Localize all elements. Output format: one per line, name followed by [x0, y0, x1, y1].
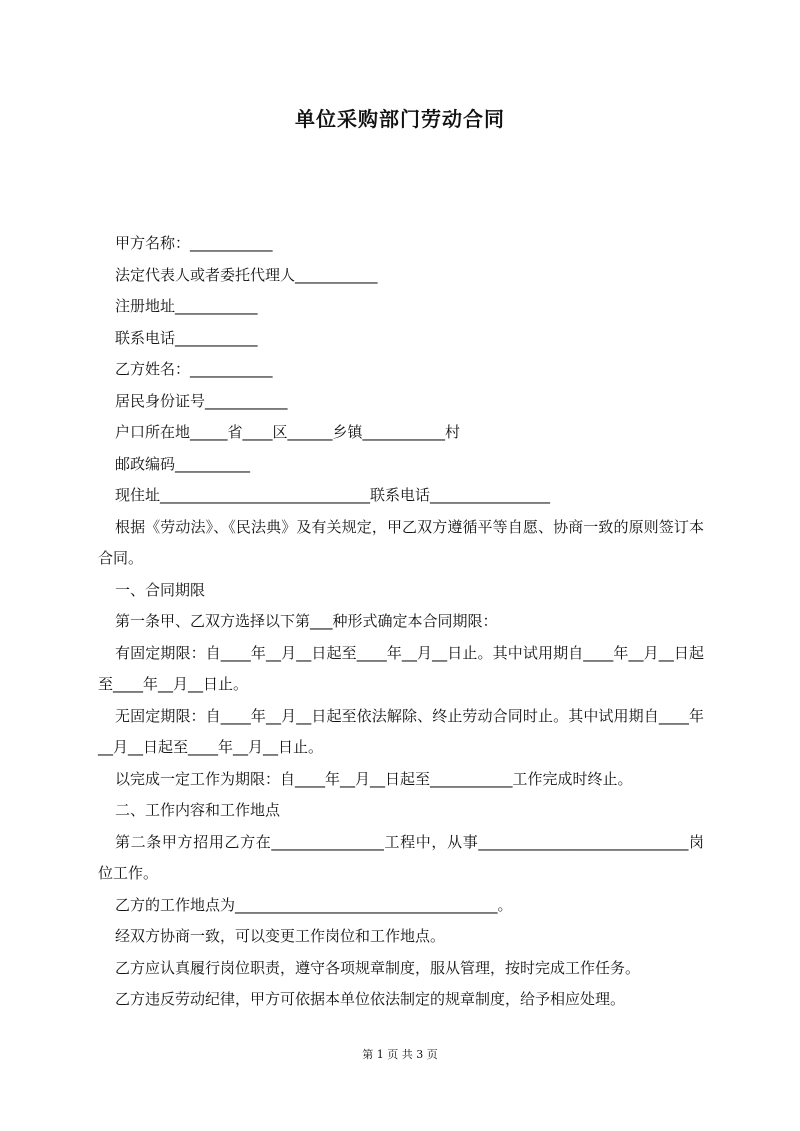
postal-code-line: 邮政编码__________	[115, 454, 251, 473]
work-location-line: 乙方的工作地点为___________________________________。	[115, 895, 513, 914]
document-title: 单位采购部门劳动合同	[295, 107, 505, 131]
document-body	[98, 228, 704, 1016]
id-number-line: 居民身份证号___________	[115, 391, 288, 410]
task-term-line: 以完成一定工作为期限：自____年__月__日起至___________工作完成时终止。	[115, 769, 633, 788]
current-address-line: 现住址____________________________联系电话________________	[115, 486, 551, 504]
page-number-footer: 第 1 页 共 3 页	[362, 1048, 438, 1061]
registered-address-line: 注册地址___________	[115, 297, 258, 315]
article-1-line: 第一条甲、乙双方选择以下第___种形式确定本合同期限：	[115, 612, 498, 630]
discipline-line: 乙方违反劳动纪律，甲方可依据本单位依法制定的规章制度，给予相应处理。	[115, 990, 626, 1008]
open-term-paragraph: 无固定期限：自____年__月__日起至依法解除、终止劳动合同时止。其中试用期自____年__月__日起至____年__月__日止。	[98, 706, 704, 756]
change-position-line: 经双方协商一致，可以变更工作岗位和工作地点。	[115, 927, 446, 945]
legal-representative-line: 法定代表人或者委托代理人___________	[115, 265, 378, 284]
household-registration-line: 户口所在地_____省____区______乡镇___________村	[115, 423, 461, 441]
preamble-paragraph: 根据《劳动法》、《民法典》及有关规定，甲乙双方遵循平等自愿、协商一致的原则签订本合同。	[98, 517, 704, 567]
section-heading-work: 二、工作内容和工作地点	[115, 801, 281, 819]
party-a-name-line: 甲方名称：___________	[115, 234, 273, 252]
section-heading-term: 一、合同期限	[115, 580, 206, 599]
article-2-paragraph: 第二条甲方招用乙方在_______________工程中，从事____________________________岗位工作。	[98, 832, 704, 882]
party-a-phone-line: 联系电话___________	[115, 328, 258, 347]
party-b-name-line: 乙方姓名：___________	[115, 360, 273, 378]
duties-line: 乙方应认真履行岗位职责，遵守各项规章制度，服从管理，按时完成工作任务。	[115, 958, 641, 977]
fixed-term-paragraph: 有固定期限：自____年__月__日起至____年__月__日止。其中试用期自____年__月__日起至____年__月__日止。	[98, 643, 704, 693]
